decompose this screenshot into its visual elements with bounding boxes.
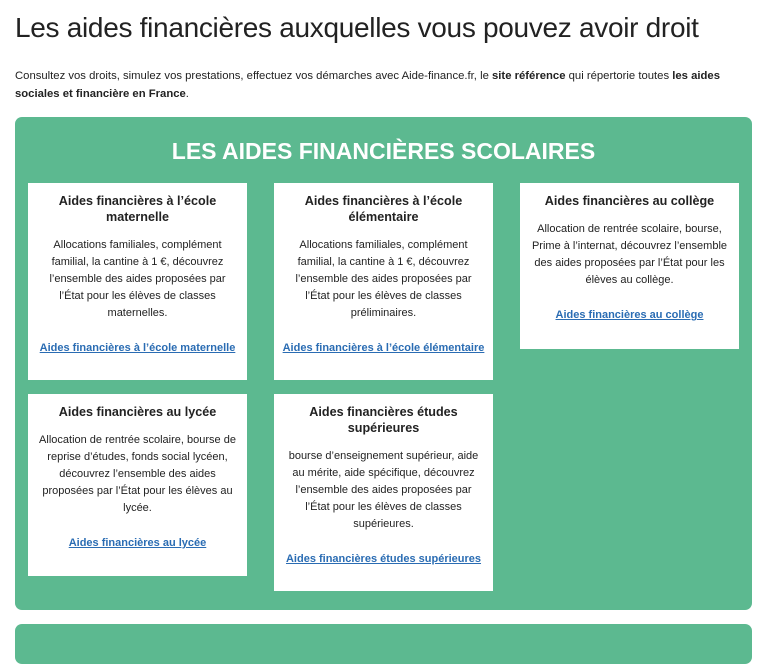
card-link[interactable]: Aides financières au lycée <box>68 537 207 549</box>
card-title: Aides financières au lycée <box>58 405 217 419</box>
page-title: Les aides financières auxquelles vous pouvez avoir droit <box>15 12 699 43</box>
card-link[interactable]: Aides financières études supérieures <box>285 553 482 565</box>
card-text: Allocations familiales, complément familial, la cantine à 1 €, découvrez l’ensemble des aides proposées par l’État pour les élèves de classes maternelles. <box>49 239 226 319</box>
card-title: Aides financières à l’école élémentaire <box>304 194 463 224</box>
intro-bold: site référence <box>492 70 566 82</box>
card-title: Aides financières études supérieures <box>309 405 458 435</box>
intro-part: Consultez vos droits, simulez vos prestations, effectuez vos démarches avec Aide-finance.fr, le <box>15 70 493 82</box>
section-title: LES AIDES FINANCIÈRES SCOLAIRES <box>171 138 596 164</box>
card-title: Aides financières au collège <box>544 194 715 208</box>
intro-part: . <box>185 88 189 100</box>
card-text: Allocation de rentrée scolaire, bourse, Prime à l’internat, découvrez l’ensemble des aides proposées par l’État pour les élèves au collège. <box>531 223 728 286</box>
school-aid-section <box>15 117 752 610</box>
card-maternelle <box>28 183 247 380</box>
card-title: Aides financières à l’école maternelle <box>58 194 217 224</box>
card-text: Allocation de rentrée scolaire, bourse de reprise d’études, fonds social lycéen, découvrez l’ensemble des aides proposées par l’État pour les élèves au lycée. <box>39 434 236 514</box>
card-link[interactable]: Aides financières à l’école élémentaire <box>282 342 485 354</box>
next-section <box>15 624 752 664</box>
intro-bold: les aides sociales et financière en France <box>15 70 720 100</box>
card-link[interactable]: Aides financières au collège <box>555 309 704 321</box>
card-lycee <box>28 394 247 576</box>
card-link[interactable]: Aides financières à l’école maternelle <box>39 342 236 354</box>
card-superieures <box>274 394 493 591</box>
card-text: bourse d’enseignement supérieur, aide au mérite, aide spécifique, découvrez l’ensemble des aides proposées par l’État pour les élèves de classes supérieures. <box>288 450 479 530</box>
card-text: Allocations familiales, complément familial, la cantine à 1 €, découvrez l’ensemble des aides proposées par l’État pour les élèves de classes préliminaires. <box>295 239 472 319</box>
card-elementaire <box>274 183 493 380</box>
card-college <box>520 183 739 349</box>
intro-text <box>15 67 755 103</box>
intro-part: qui répertorie toutes <box>565 70 673 82</box>
